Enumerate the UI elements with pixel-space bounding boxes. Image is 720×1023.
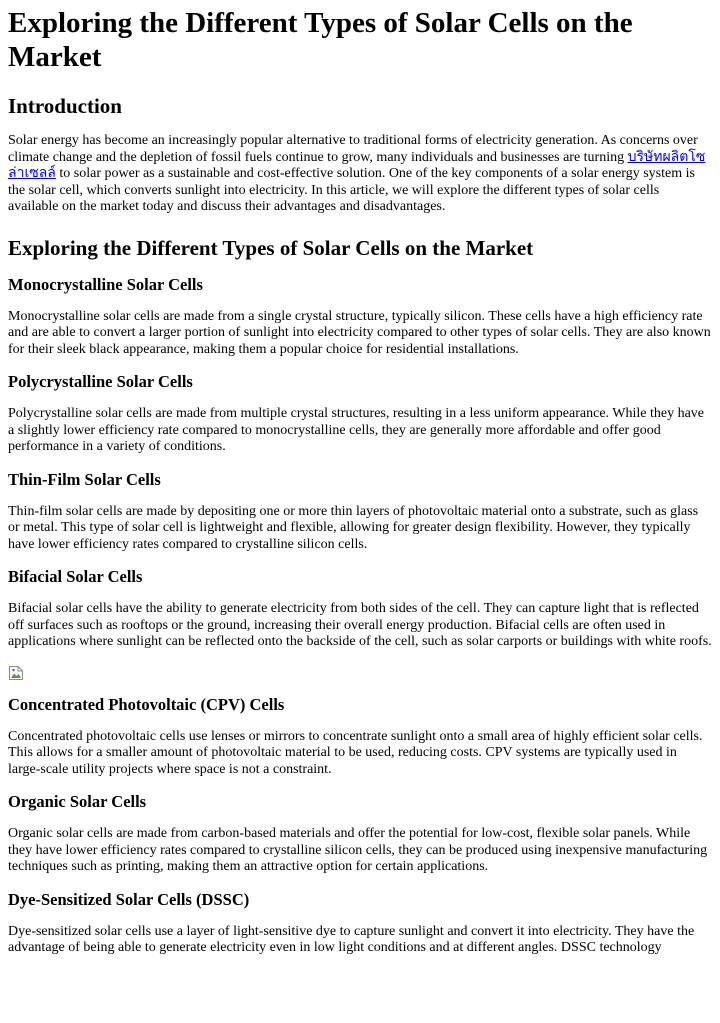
bifacial-heading: Bifacial Solar Cells	[8, 567, 143, 586]
thin-film-paragraph: Thin-film solar cells are made by depositing one or more thin layers of photovoltaic material onto a substrate, such as glass or metal. This type of solar cell is lightweight and flexible, allowing for greater design flexibility. However, they typically have lower efficiency rates compared to crystalline silicon cells.	[8, 503, 699, 552]
intro-text-after-link: to solar power as a sustainable and cost-effective solution. One of the key components of a solar energy system is the solar cell, which converts sunlight into electricity. In this article, we will explore the different types of solar cells available on the market today and discuss their advantages and disadvantages.	[8, 166, 695, 214]
polycrystalline-heading: Polycrystalline Solar Cells	[8, 372, 193, 391]
bifacial-paragraph: Bifacial solar cells have the ability to generate electricity from both sides of the cell. They can capture light that is reflected off surfaces such as rooftops or the ground, increasing their overall energy production. Bifacial cells are often used in applications where sunlight can be reflected onto the backside of the cell, such as solar carports or buildings with white roofs.	[8, 601, 712, 649]
dssc-heading: Dye-Sensitized Solar Cells (DSSC)	[8, 889, 250, 909]
solar-company-link[interactable]: บริษัทผลิตโซล่าเซลล์	[8, 149, 706, 181]
intro-text-before-link: Solar energy has become an increasingly popular alternative to traditional forms of electricity generation. As concerns over climate change and the depletion of fossil fuels continue to grow, many individuals and businesses are turning	[8, 133, 698, 165]
dssc-paragraph: Dye-sensitized solar cells use a layer of light-sensitive dye to capture sunlight and convert it into electricity. They have the advantage of being able to generate electricity even in low light conditions and at different angles. DSSC technology	[8, 923, 695, 955]
organic-heading: Organic Solar Cells	[8, 792, 147, 811]
polycrystalline-paragraph: Polycrystalline solar cells are made from multiple crystal structures, resulting in a less uniform appearance. While they have a slightly lower efficiency rate compared to monocrystalline cells, they are generally more affordable and offer good performance in a variety of conditions.	[8, 406, 705, 454]
cpv-heading: Concentrated Photovoltaic (CPV) Cells	[8, 694, 285, 714]
intro-heading: Introduction	[8, 94, 122, 118]
monocrystalline-paragraph: Monocrystalline solar cells are made from a single crystal structure, typically silicon. These cells have a high efficiency rate and are able to convert a larger portion of sunlight into electricity compared to other types of solar cells. They are also known for their sleek black appearance, making them a popular choice for residential installations.	[8, 308, 711, 357]
organic-paragraph: Organic solar cells are made from carbon-based materials and offer the potential for low-cost, flexible solar panels. While they have lower efficiency rates compared to crystalline silicon cells, they can be produced using inexpensive manufacturing techniques such as printing, making them an attractive option for certain applications.	[8, 826, 708, 874]
section-heading: Exploring the Different Types of Solar Cells on the Market	[8, 235, 534, 260]
monocrystalline-heading: Monocrystalline Solar Cells	[8, 274, 203, 294]
broken-image-icon	[8, 665, 24, 681]
cpv-paragraph: Concentrated photovoltaic cells use lenses or mirrors to concentrate sunlight onto a small area of highly efficient solar cells. This allows for a smaller amount of photovoltaic material to be used, reducing costs. CPV systems are typically used in large-scale utility projects where space is not a constraint.	[8, 728, 703, 777]
page-title: Exploring the Different Types of Solar Cells on the Market	[8, 7, 633, 73]
intro-paragraph	[8, 133, 712, 216]
article	[0, 6, 720, 957]
thin-film-heading: Thin-Film Solar Cells	[8, 469, 161, 489]
